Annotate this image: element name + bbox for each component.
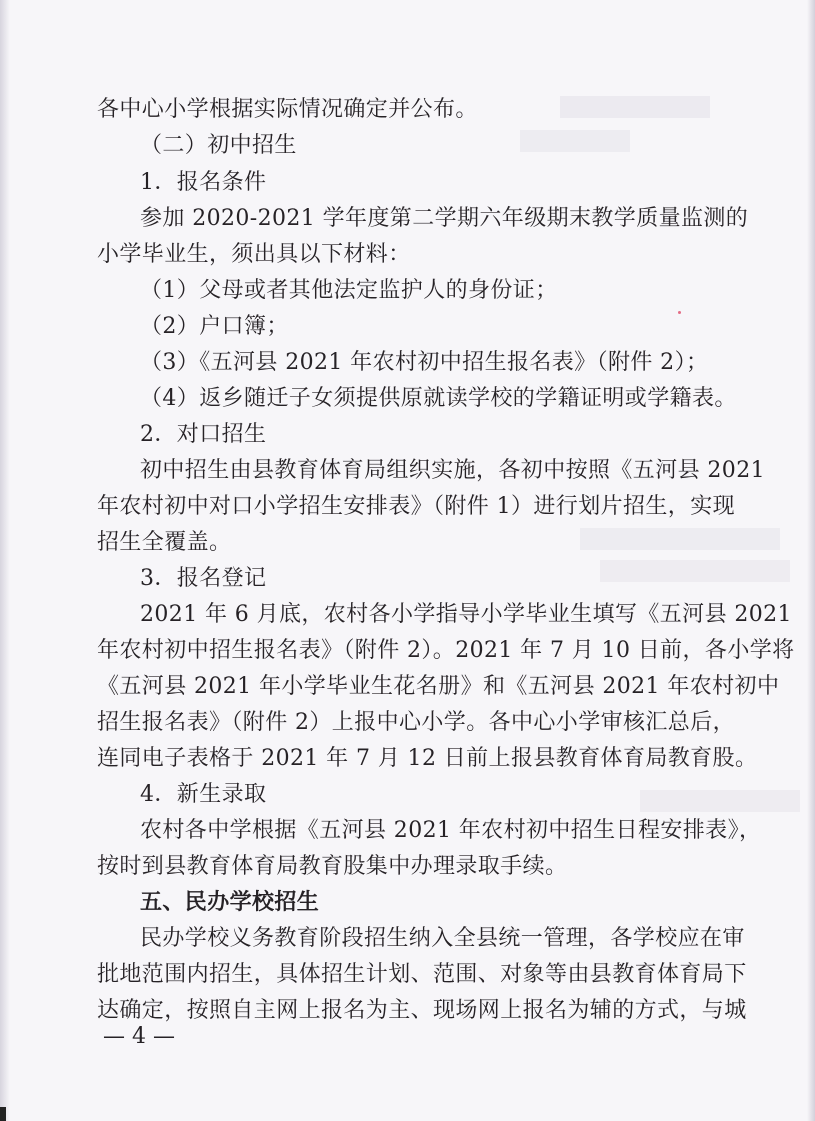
- text-line-5: 小学毕业生，须出具以下材料：: [97, 242, 411, 267]
- text-line-26: 达确定，按照自主网上报名为主、现场网上报名为辅的方式，与城: [97, 998, 747, 1023]
- bleed-through-mark: [580, 528, 780, 550]
- text-line-24: 民办学校义务教育阶段招生纳入全县统一管理，各学校应在审: [140, 926, 745, 951]
- list-item-4: （4）返乡随迁子女须提供原就读学校的学籍证明或学籍表。: [140, 386, 737, 411]
- page-number: — 4 —: [103, 1024, 175, 1049]
- text-line-19: 连同电子表格于 2021 年 7 月 12 日前上报县教育体育局教育股。: [97, 746, 758, 771]
- text-line-13: 招生全覆盖。: [97, 530, 232, 555]
- subheading-admission: 4．新生录取: [140, 782, 267, 807]
- text-line-25: 批地范围内招生，具体招生计划、范围、对象等由县教育体育局下: [97, 962, 747, 987]
- scan-corner-mark: [0, 1107, 6, 1121]
- scan-shadow-right: [807, 0, 815, 1121]
- text-line-21: 农村各中学根据《五河县 2021 年农村初中招生日程安排表》，: [140, 818, 762, 843]
- section-heading-junior-enrollment: （二）初中招生: [140, 133, 297, 158]
- bleed-through-mark: [520, 130, 630, 152]
- bleed-through-mark: [600, 560, 790, 582]
- subheading-assigned-enrollment: 2．对口招生: [140, 422, 267, 447]
- text-line-18: 招生报名表》（附件 2）上报中心小学。各中心小学审核汇总后，: [97, 710, 735, 735]
- scan-shadow-left: [0, 0, 10, 1121]
- list-item-2: （2）户口簿；: [140, 314, 289, 339]
- text-line-4: 参加 2020-2021 学年度第二学期六年级期末教学质量监测的: [140, 206, 749, 231]
- bleed-through-mark: [640, 790, 800, 812]
- subheading-registration-conditions: 1．报名条件: [140, 170, 267, 195]
- text-line-15: 2021 年 6 月底，农村各小学指导小学毕业生填写《五河县 2021: [140, 602, 792, 627]
- subheading-registration: 3．报名登记: [140, 566, 267, 591]
- text-line-1: 各中心小学根据实际情况确定并公布。: [97, 97, 478, 122]
- bleed-through-mark: [560, 96, 710, 118]
- ink-speck: [678, 311, 681, 314]
- list-item-3: （3）《五河县 2021 年农村初中招生报名表》（附件 2）；: [140, 350, 709, 375]
- text-line-22: 按时到县教育体育局教育股集中办理录取手续。: [97, 854, 568, 879]
- text-line-17: 《五河县 2021 年小学毕业生花名册》和《五河县 2021 年农村初中: [97, 674, 780, 699]
- list-item-1: （1）父母或者其他法定监护人的身份证；: [140, 278, 558, 303]
- text-line-16: 年农村初中招生报名表》（附件 2）。2021 年 7 月 10 日前，各小学将: [97, 638, 795, 663]
- section-heading-private-schools: 五、民办学校招生: [140, 890, 320, 915]
- text-line-11: 初中招生由县教育体育局组织实施，各初中按照《五河县 2021: [140, 458, 765, 483]
- text-line-12: 年农村初中对口小学招生安排表》（附件 1）进行划片招生，实现: [97, 494, 735, 519]
